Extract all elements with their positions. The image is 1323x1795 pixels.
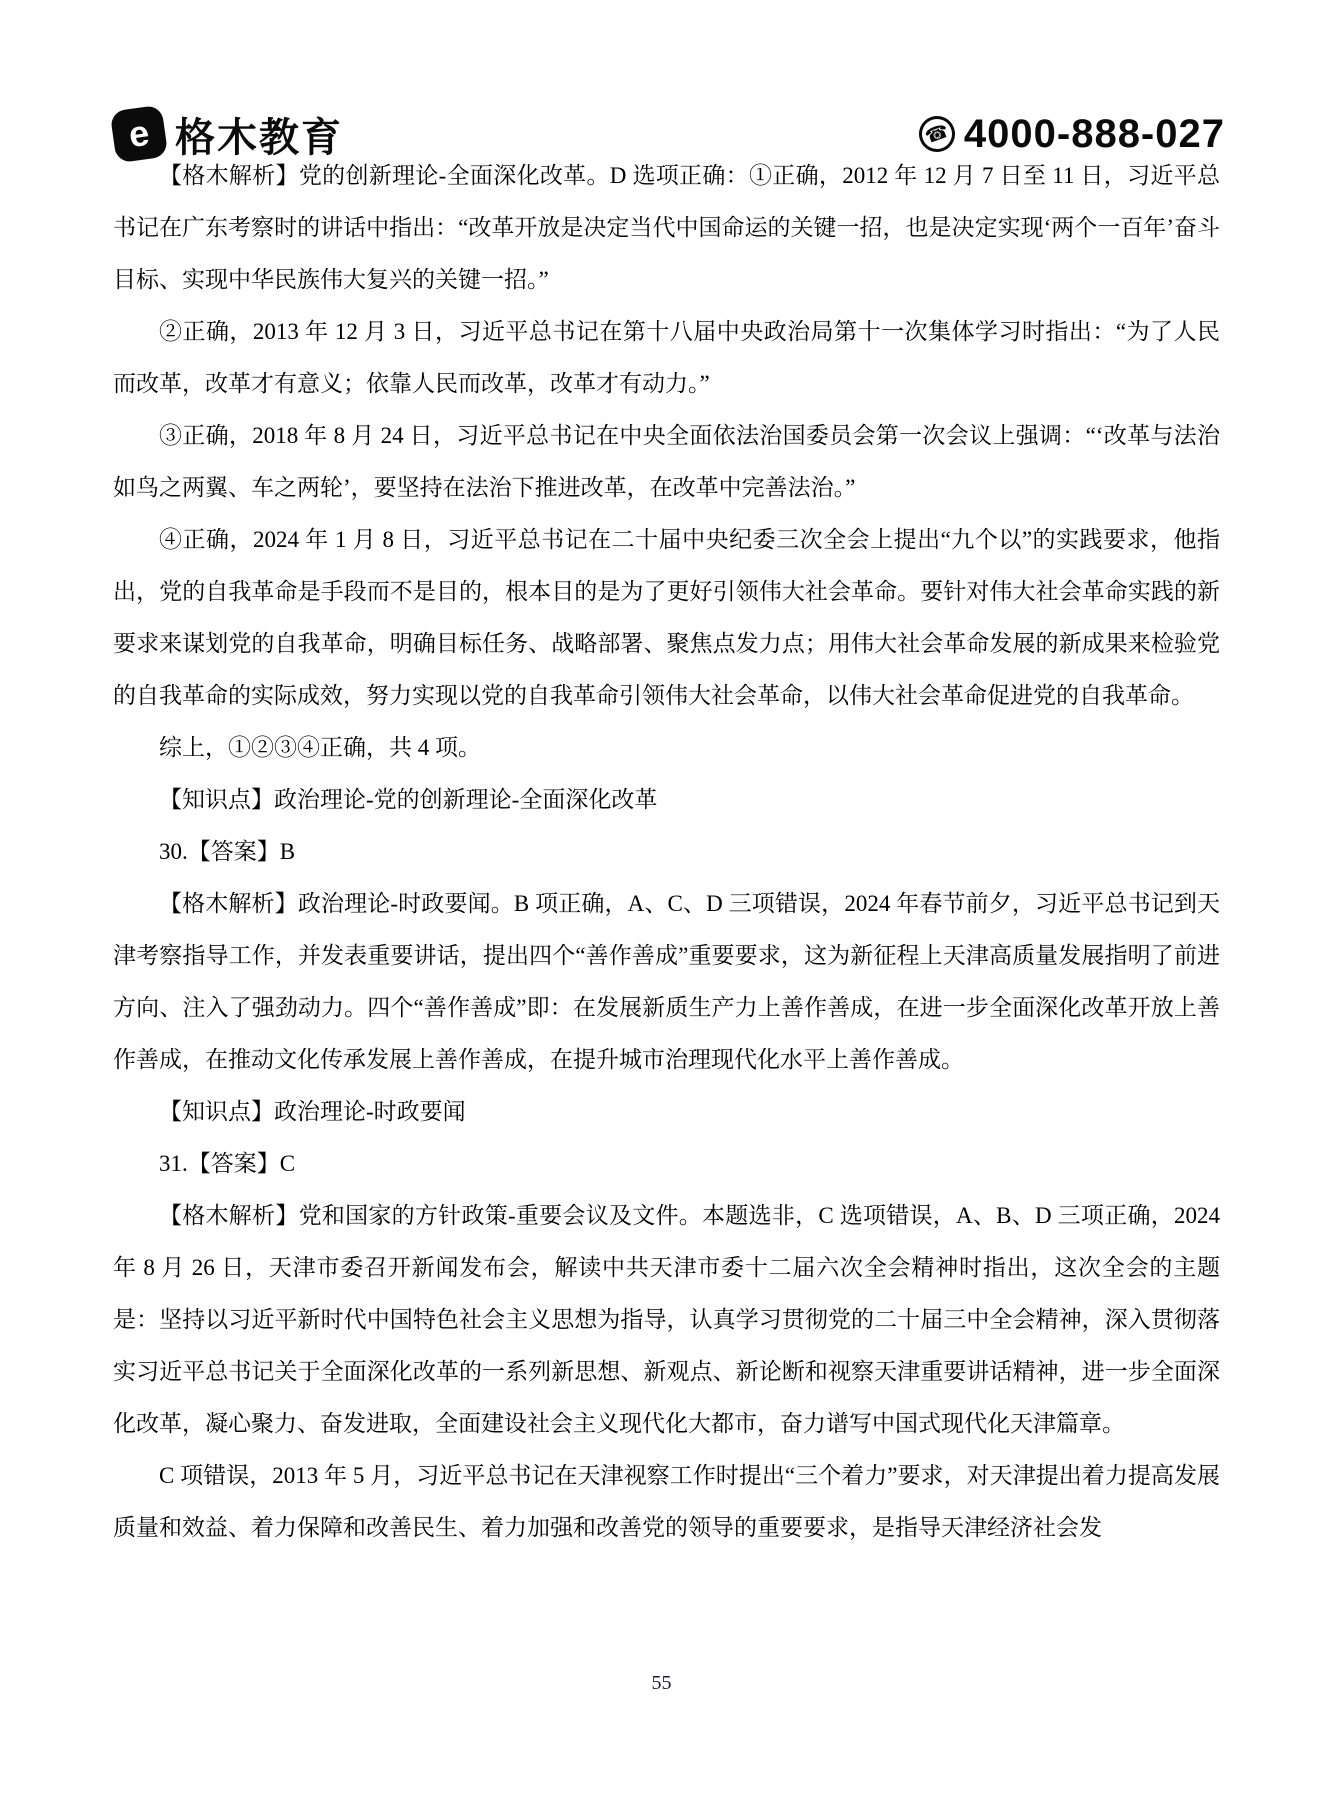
paragraph-answer-q31: 31.【答案】C (159, 1151, 296, 1176)
paragraph-knowledge-point-q30: 【知识点】政治理论-时政要闻 (159, 1099, 466, 1124)
brand-name: 格木教育 (175, 115, 343, 160)
logo-glyph: e (126, 111, 152, 156)
paragraph-point-4: ④正确，2024 年 1 月 8 日，习近平总书记在二十届中央纪委三次全会上提出“九个以”的实践要求，他指出，党的自我革命是手段而不是目的，根本目的是为了更好引领伟大社会革命。要针对伟大社会革命实践的新要求来谋划党的自我革命，明确目标任务、战略部署、聚焦点发力点；用伟大社会革命发展的新成果来检验党的自我革命的实际成效，努力实现以党的自我革命引领伟大社会革命，以伟大社会革命促进党的自我革命。 (113, 527, 1220, 708)
paragraph-analysis-q30: 【格木解析】政治理论-时政要闻。B 项正确，A、C、D 三项错误，2024 年春节前夕，习近平总书记到天津考察指导工作，并发表重要讲话，提出四个“善作善成”重要要求，这为新征程上天津高质量发展指明了前进方向、注入了强劲动力。四个“善作善成”即：在发展新质生产力上善作善成，在进一步全面深化改革开放上善作善成，在推动文化传承发展上善作善成，在提升城市治理现代化水平上善作善成。 (113, 891, 1220, 1072)
phone-glyph: ☎ (922, 120, 952, 148)
phone-number: 4000-888-027 (963, 111, 1225, 156)
paragraph-option-c-q31: C 项错误，2013 年 5 月，习近平总书记在天津视察工作时提出“三个着力”要求，对天津提出着力提高发展质量和效益、着力保障和改善民生、着力加强和改善党的领导的重要要求，是指导天津经济社会发 (113, 1463, 1220, 1540)
paragraph-answer-q30: 30.【答案】B (159, 839, 296, 864)
page-number: 55 (651, 1672, 672, 1694)
paragraph-point-3: ③正确，2018 年 8 月 24 日，习近平总书记在中央全面依法治国委员会第一次会议上强调：“‘改革与法治如鸟之两翼、车之两轮’，要坚持在法治下推进改革，在改革中完善法治。” (113, 423, 1220, 500)
document-body (113, 150, 1220, 1554)
paragraph-knowledge-point-q29: 【知识点】政治理论-党的创新理论-全面深化改革 (159, 787, 658, 812)
paragraph-point-2: ②正确，2013 年 12 月 3 日，习近平总书记在第十八届中央政治局第十一次集体学习时指出：“为了人民而改革，改革才有意义；依靠人民而改革，改革才有动力。” (113, 319, 1220, 396)
paragraph-analysis-q29: 【格木解析】党的创新理论-全面深化改革。D 选项正确：①正确，2012 年 12 月 7 日至 11 日，习近平总书记在广东考察时的讲话中指出：“改革开放是决定当代中国命运的关键一招，也是决定实现‘两个一百年’奋斗目标、实现中华民族伟大复兴的关键一招。” (113, 163, 1220, 292)
paragraph-analysis-q31: 【格木解析】党和国家的方针政策-重要会议及文件。本题选非，C 选项错误，A、B、D 三项正确，2024 年 8 月 26 日，天津市委召开新闻发布会，解读中共天津市委十二届六次全会精神时指出，这次全会的主题是：坚持以习近平新时代中国特色社会主义思想为指导，认真学习贯彻党的二十届三中全会精神，深入贯彻落实习近平总书记关于全面深化改革的一系列新思想、新观点、新论断和视察天津重要讲话精神，进一步全面深化改革，凝心聚力、奋发进取，全面建设社会主义现代化大都市，奋力谱写中国式现代化天津篇章。 (113, 1203, 1220, 1436)
paragraph-summary-q29: 综上，①②③④正确，共 4 项。 (159, 735, 481, 760)
